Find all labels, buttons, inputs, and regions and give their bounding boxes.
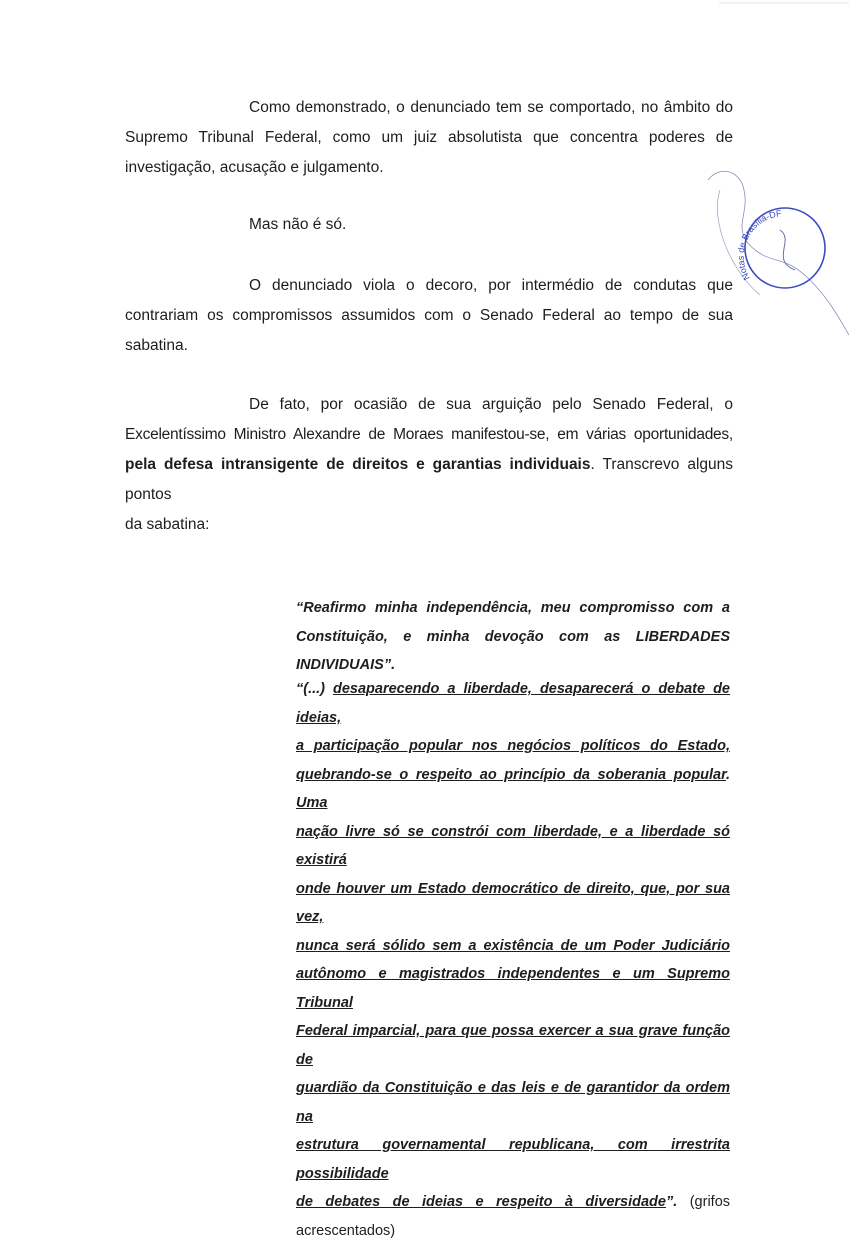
quote-2-line-1: “(...) desaparecendo a liberdade, desaparecerá o debate de ideias, <box>296 675 730 732</box>
paragraph-1 <box>125 93 733 183</box>
bold-emphasis: pela defesa intransigente de direitos e garantias individuais <box>125 456 591 473</box>
paragraph-2 <box>125 210 733 240</box>
paragraph-1-line-1: Como demonstrado, o denunciado tem se comportado, no âmbito do <box>125 93 733 123</box>
paragraph-4-line-1: De fato, por ocasião de sua arguição pelo Senado Federal, o <box>125 390 733 420</box>
paragraph-4-line-4: da sabatina: <box>125 510 733 540</box>
quote-2-line-5: onde houver um Estado democrático de direito, que, por sua vez, <box>296 875 730 932</box>
paragraph-3 <box>125 271 733 361</box>
paragraph-4-line-3: pela defesa intransigente de direitos e garantias individuais. Transcrevo alguns pontos <box>125 450 733 510</box>
quote-1-line-1: “Reafirmo minha independência, meu compromisso com a <box>296 594 730 623</box>
notary-stamp <box>700 160 849 360</box>
quote-2 <box>296 675 730 1245</box>
paragraph-3-line-1: O denunciado viola o decoro, por intermédio de condutas que <box>125 271 733 301</box>
quote-1 <box>296 594 730 680</box>
paragraph-4 <box>125 390 733 540</box>
paragraph-1-line-2: Supremo Tribunal Federal, como um juiz absolutista que concentra poderes de <box>125 123 733 153</box>
quote-2-line-3: quebrando-se o respeito ao princípio da soberania popular. Uma <box>296 761 730 818</box>
quote-1-line-2: Constituição, e minha devoção com as LIBERDADES INDIVIDUAIS”. <box>296 623 730 680</box>
paragraph-3-line-2: contrariam os compromissos assumidos com o Senado Federal ao tempo de sua <box>125 301 733 331</box>
quote-2-line-12: acrescentados) <box>296 1217 730 1245</box>
quote-2-line-8: Federal imparcial, para que possa exercer a sua grave função de <box>296 1017 730 1074</box>
paragraph-3-line-3: sabatina. <box>125 331 733 361</box>
quote-2-line-2: a participação popular nos negócios políticos do Estado, <box>296 732 730 761</box>
stamp-text: Notas de Brasília-DF <box>736 208 783 282</box>
quote-2-line-10: estrutura governamental republicana, com irrestrita possibilidade <box>296 1131 730 1188</box>
signature-stroke <box>708 171 849 335</box>
quote-2-line-7: autônomo e magistrados independentes e um Supremo Tribunal <box>296 960 730 1017</box>
quote-2-line-4: nação livre só se constrói com liberdade, e a liberdade só existirá <box>296 818 730 875</box>
quote-2-line-9: guardião da Constituição e das leis e de garantidor da ordem na <box>296 1074 730 1131</box>
paragraph-4-line-2: Excelentíssimo Ministro Alexandre de Moraes manifestou-se, em várias oportunidades, <box>125 420 733 450</box>
paragraph-1-line-3: investigação, acusação e julgamento. <box>125 153 733 183</box>
quote-2-line-6: nunca será sólido sem a existência de um Poder Judiciário <box>296 932 730 961</box>
paragraph-2-text: Mas não é só. <box>125 210 733 240</box>
page-edge-mark <box>719 0 849 10</box>
quote-2-line-11: de debates de ideias e respeito à diversidade”. (grifos <box>296 1188 730 1217</box>
